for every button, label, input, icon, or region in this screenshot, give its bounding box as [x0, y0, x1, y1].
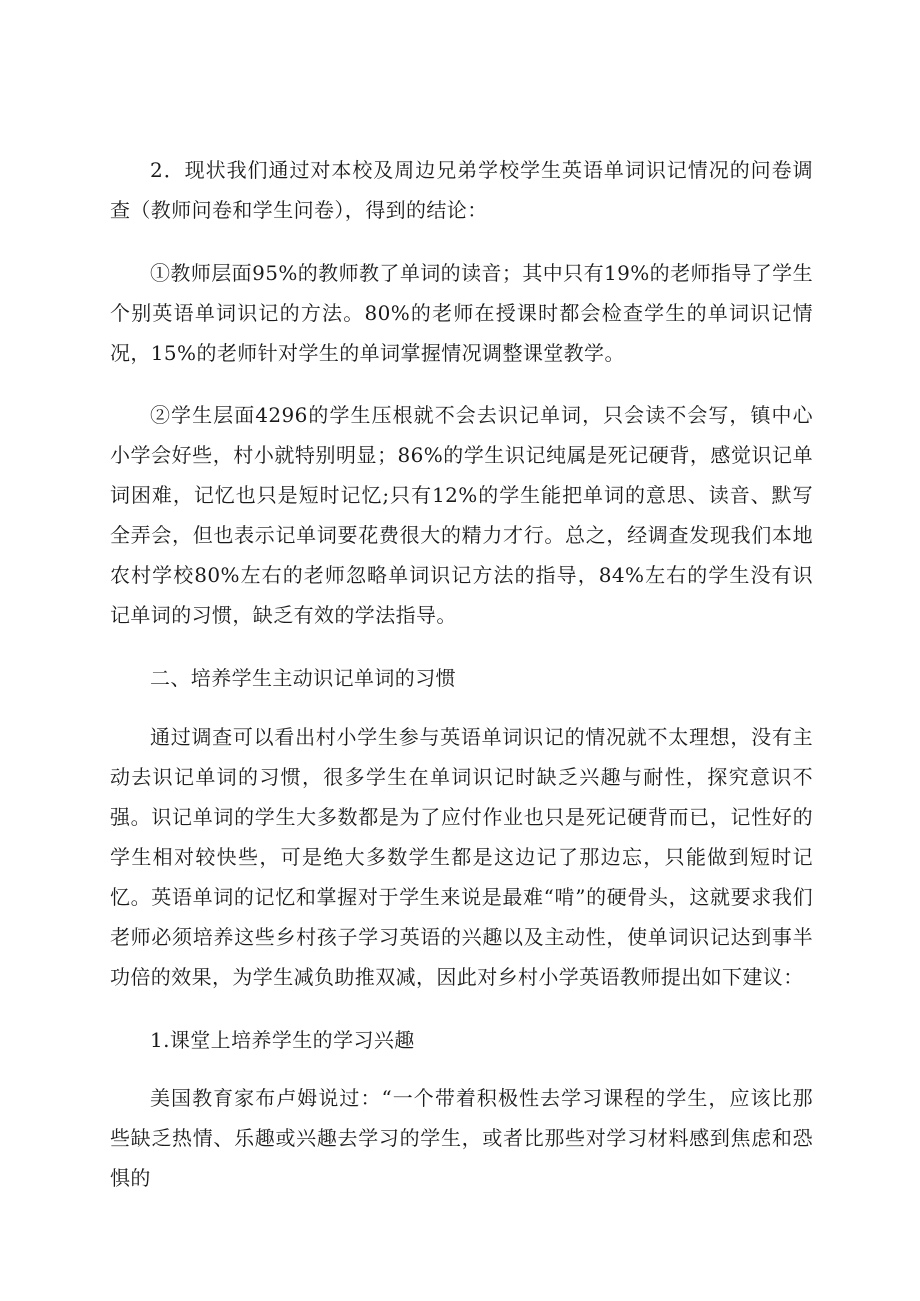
paragraph-bloom-quote: 美国教育家布卢姆说过：“一个带着积极性去学习课程的学生，应该比那些缺乏热情、乐趣或兴趣去学习的学生，或者比那些对学习材料感到焦虑和恐惧的 — [110, 1086, 813, 1190]
paragraph-survey-findings: 通过调查可以看出村小学生参与英语单词识记的情况就不太理想，没有主动去识记单词的习惯，很多学生在单词识记时缺乏兴趣与耐性，探究意识不强。识记单词的学生大多数都是为了应付作业也只是死记硬背而已，记性好的学生相对较快些，可是绝大多数学生都是这边记了那边忘，只能做到短时记忆。英语单词的记忆和掌握对于学生来说是最难“啃”的硬骨头，这就要求我们老师必须培养这些乡村孩子学习英语的兴趣以及主动性，使单词识记达到事半功倍的效果，为学生减负助推双减，因此对乡村小学英语教师提出如下建议： — [110, 725, 813, 989]
paragraph-student-level: ②学生层面4296的学生压根就不会去识记单词，只会读不会写，镇中心小学会好些，村小就特别明显；86%的学生识记纯属是死记硬背，感觉识记单词困难，记忆也只是短时记忆;只有12%的学生能把单词的意思、读音、默写全弄会，但也表示记单词要花费很大的精力才行。总之，经调查发现我们本地农村学校80%左右的老师忽略单词识记方法的指导，84%左右的学生没有识记单词的习惯，缺乏有效的学法指导。 — [110, 403, 813, 627]
paragraph-teacher-level: ①教师层面95%的教师教了单词的读音；其中只有19%的老师指导了学生个别英语单词识记的方法。80%的老师在授课时都会检查学生的单词识记情况，15%的老师针对学生的单词掌握情况调整课堂教学。 — [110, 261, 813, 365]
paragraph-survey-status: 2．现状我们通过对本校及周边兄弟学校学生英语单词识记情况的问卷调查（教师问卷和学生问卷），得到的结论： — [110, 158, 813, 222]
section-heading-habits: 二、培养学生主动识记单词的习惯 — [150, 666, 456, 690]
subsection-heading-interest: 1.课堂上培养学生的学习兴趣 — [150, 1028, 415, 1052]
